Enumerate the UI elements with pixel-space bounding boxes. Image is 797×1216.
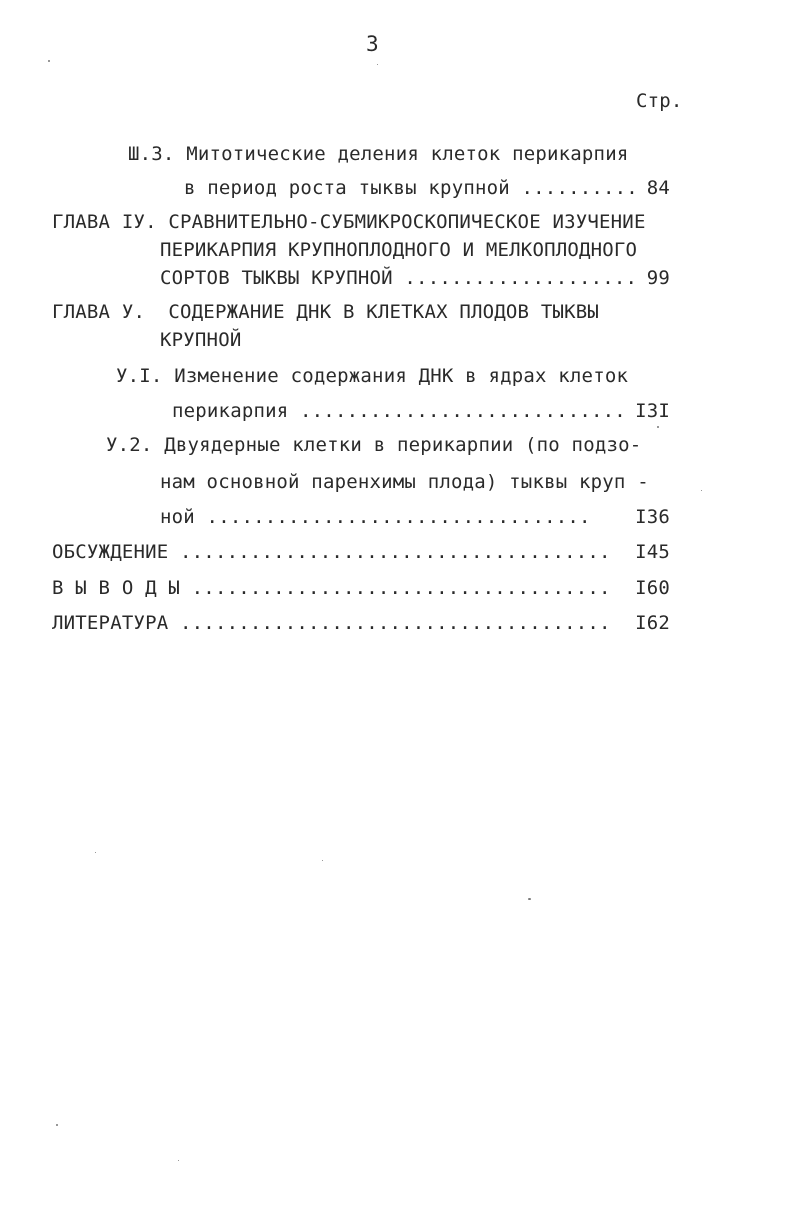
toc-entry-title: ЛИТЕРАТУРА ..................................... xyxy=(52,612,611,634)
toc-entry-title: ГЛАВА IУ. СРАВНИТЕЛЬНО-СУБМИКРОСКОПИЧЕСКОЕ ИЗУЧЕНИЕ xyxy=(52,211,646,233)
toc-entry-title: СОРТОВ ТЫКВЫ КРУПНОЙ .................... xyxy=(160,267,638,289)
toc-entry-title: КРУПНОЙ xyxy=(160,329,242,351)
toc-entry-title: нам основной паренхимы плода) тыквы круп - xyxy=(160,471,649,493)
toc-entry-title: У.2. Двуядерные клетки в перикарпии (по подзо- xyxy=(106,434,642,456)
toc-entry-title: У.I. Изменение содержания ДНК в ядрах клеток xyxy=(116,365,629,387)
toc-entry-page: I62 xyxy=(635,612,670,634)
page-column-header: Стр. xyxy=(636,90,683,112)
scan-speck xyxy=(56,1124,58,1126)
toc-entry-title: в период роста тыквы крупной .......... xyxy=(184,177,638,199)
toc-entry-title: В Ы В О Д Ы .................................... xyxy=(52,577,611,599)
toc-entry-page: I45 xyxy=(635,541,670,563)
toc-entry-page: I3I xyxy=(635,400,670,422)
toc-entry-page: 99 xyxy=(646,267,670,289)
toc-entry-title: ной ................................. xyxy=(160,506,591,528)
scan-speck xyxy=(95,852,96,853)
page-number: 3 xyxy=(366,32,379,56)
scan-speck xyxy=(322,860,323,861)
scan-speck xyxy=(657,426,659,428)
toc-entry-title: ПЕРИКАРПИЯ КРУПНОПЛОДНОГО И МЕЛКОПЛОДНОГО xyxy=(160,239,638,261)
toc-entry-title: перикарпия ............................ xyxy=(172,400,626,422)
toc-entry-page: I36 xyxy=(635,506,670,528)
scan-speck xyxy=(178,1160,179,1161)
toc-entry-title: Ш.3. Митотические деления клеток перикарпия xyxy=(128,143,629,165)
scan-speck xyxy=(377,64,378,65)
toc-entry-page: I60 xyxy=(635,577,670,599)
toc-entry-title: ОБСУЖДЕНИЕ ..................................... xyxy=(52,541,611,563)
scan-speck xyxy=(528,898,531,900)
toc-entry-title: ГЛАВА У. СОДЕРЖАНИЕ ДНК В КЛЕТКАХ ПЛОДОВ ТЫКВЫ xyxy=(52,301,600,323)
scan-speck xyxy=(48,60,50,62)
toc-entry-page: 84 xyxy=(646,177,670,199)
scan-speck xyxy=(701,490,702,491)
